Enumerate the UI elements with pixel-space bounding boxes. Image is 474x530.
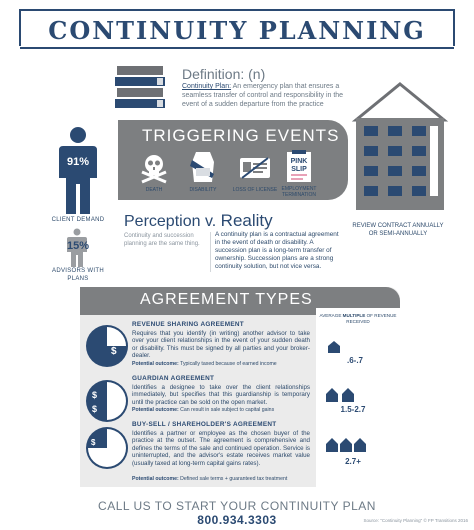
perception-reality-title	[124, 211, 273, 231]
person-icon-large	[57, 126, 99, 216]
title-underline	[20, 47, 454, 49]
outcome-label: Potential outcome:	[132, 407, 179, 413]
perception-text: Continuity and succession planning are the same thing.	[124, 233, 200, 247]
source-citation: Source: "Continuity Planning" © FP Transitions 2016	[363, 518, 468, 523]
svg-text:$: $	[92, 404, 98, 414]
office-building-icon	[350, 82, 450, 212]
pink-slip-text-line1: PINK	[290, 158, 308, 165]
revenue-sharing-outcome	[132, 361, 312, 367]
svg-text:$: $	[91, 438, 96, 447]
pie-slice	[107, 327, 126, 346]
triggering-events-title: TRIGGERING EVENTS	[142, 126, 340, 145]
pink-slip-icon	[286, 150, 312, 184]
page-title: CONTINUITY PLANNING	[48, 16, 426, 45]
definition-heading: Definition: (n)	[182, 66, 266, 82]
reality-text: A continuity plan is a contractual agreement in the event of death or disability. A succession plan is a long-term transfer of ownership. Succession plans are a strong continuity solution, but not vice versa.	[215, 231, 339, 270]
client-demand-percent: 91%	[66, 156, 90, 168]
svg-text:$: $	[111, 346, 117, 357]
buy-sell-outcome	[132, 476, 312, 482]
outcome-label: Potential outcome:	[132, 361, 179, 367]
event-label-employment-termination: EMPLOYMENT TERMINATION	[281, 186, 317, 198]
revenue-sharing-heading: REVENUE SHARING AGREEMENT	[132, 321, 245, 328]
reality-word: Reality	[220, 211, 273, 230]
skull-crossbones-icon	[138, 152, 170, 184]
definition-term: Continuity Plan:	[182, 83, 232, 90]
svg-text:$: $	[91, 450, 96, 459]
phone-number[interactable]: 800.934.3303	[197, 513, 277, 527]
buy-sell-body: Identifies a partner or employee as the chosen buyer of the practice at the outset. The agreement is comprehensive and defines the terms of the sale and continued operation. Service is uninterrupted, and the advisor's estate receives market value (usually taxed at long-term capital gains rates).	[132, 430, 310, 467]
cta-text: CALL US TO START YOUR CONTINUITY PLAN	[98, 499, 376, 513]
outcome-text: Can result in sale subject to capital gains	[180, 407, 275, 413]
buy-sell-heading: BUY-SELL / SHAREHOLDER'S AGREEMENT	[132, 421, 277, 428]
pink-slip-text-line2: SLIP	[291, 166, 307, 173]
outcome-text: Defined sale terms + guaranteed tax treatment	[180, 476, 288, 482]
definition-text	[182, 82, 346, 109]
guardian-outcome	[132, 407, 312, 413]
svg-text:$: $	[92, 390, 98, 400]
client-demand-label: CLIENT DEMAND	[51, 217, 105, 223]
guardian-body: Identifies a designee to take over the client relationships immediately, but specifies that this guardianship is temporary until the practice can be sold on the open market.	[132, 384, 310, 406]
multiple-caption-post: OF REVENUE RECEIVED	[346, 313, 397, 324]
multiple-value-2: 1.5-2.7	[340, 405, 366, 414]
guardian-heading: GUARDIAN AGREEMENT	[132, 375, 215, 382]
revenue-sharing-body: Requires that you identify (in writing) another advisor to take over your client relationships in the event of your sudden death or disability. This must be signed by all parties and your broker-dealer.	[132, 330, 310, 360]
definition-body: An emergency plan that ensures a seamless transfer of control and responsibility in the event of a sudden departure from the practice	[182, 83, 344, 108]
arm-sling-icon	[188, 150, 218, 184]
svg-text:$: $	[102, 458, 107, 467]
outcome-label: Potential outcome:	[132, 476, 179, 482]
multiple-caption-bold: MULTIPLE	[342, 313, 366, 318]
versus-word: v.	[204, 213, 217, 230]
multiple-caption-pre: AVERAGE	[319, 313, 342, 318]
buy-sell-pie-icon	[84, 425, 130, 471]
event-label-death: DEATH	[145, 187, 163, 193]
review-contract-caption: REVIEW CONTRACT ANNUALLY OR SEMI-ANNUALLY	[352, 223, 444, 237]
guardian-pie-icon	[84, 378, 130, 424]
event-label-loss-of-license: LOSS OF LICENSE	[232, 187, 278, 193]
event-label-disability: DISABILITY	[189, 187, 217, 193]
house-icon-3	[324, 436, 368, 452]
advisors-percent: 15%	[66, 240, 90, 252]
house-icon-2	[324, 386, 358, 402]
multiple-value-1: .6-.7	[346, 356, 363, 365]
perception-word: Perception	[124, 213, 201, 230]
advisors-label: ADVISORS WITH PLANS	[52, 268, 104, 282]
agreement-types-title: AGREEMENT TYPES	[140, 291, 313, 308]
books-icon	[113, 64, 169, 110]
outcome-text: Typically taxed because of earned income	[180, 361, 277, 367]
revenue-sharing-pie-icon	[84, 323, 130, 369]
perception-divider	[210, 232, 211, 272]
revoked-license-icon	[238, 154, 272, 182]
multiple-value-3: 2.7+	[345, 457, 361, 466]
house-icon-1	[326, 341, 342, 353]
multiple-caption	[318, 313, 398, 325]
